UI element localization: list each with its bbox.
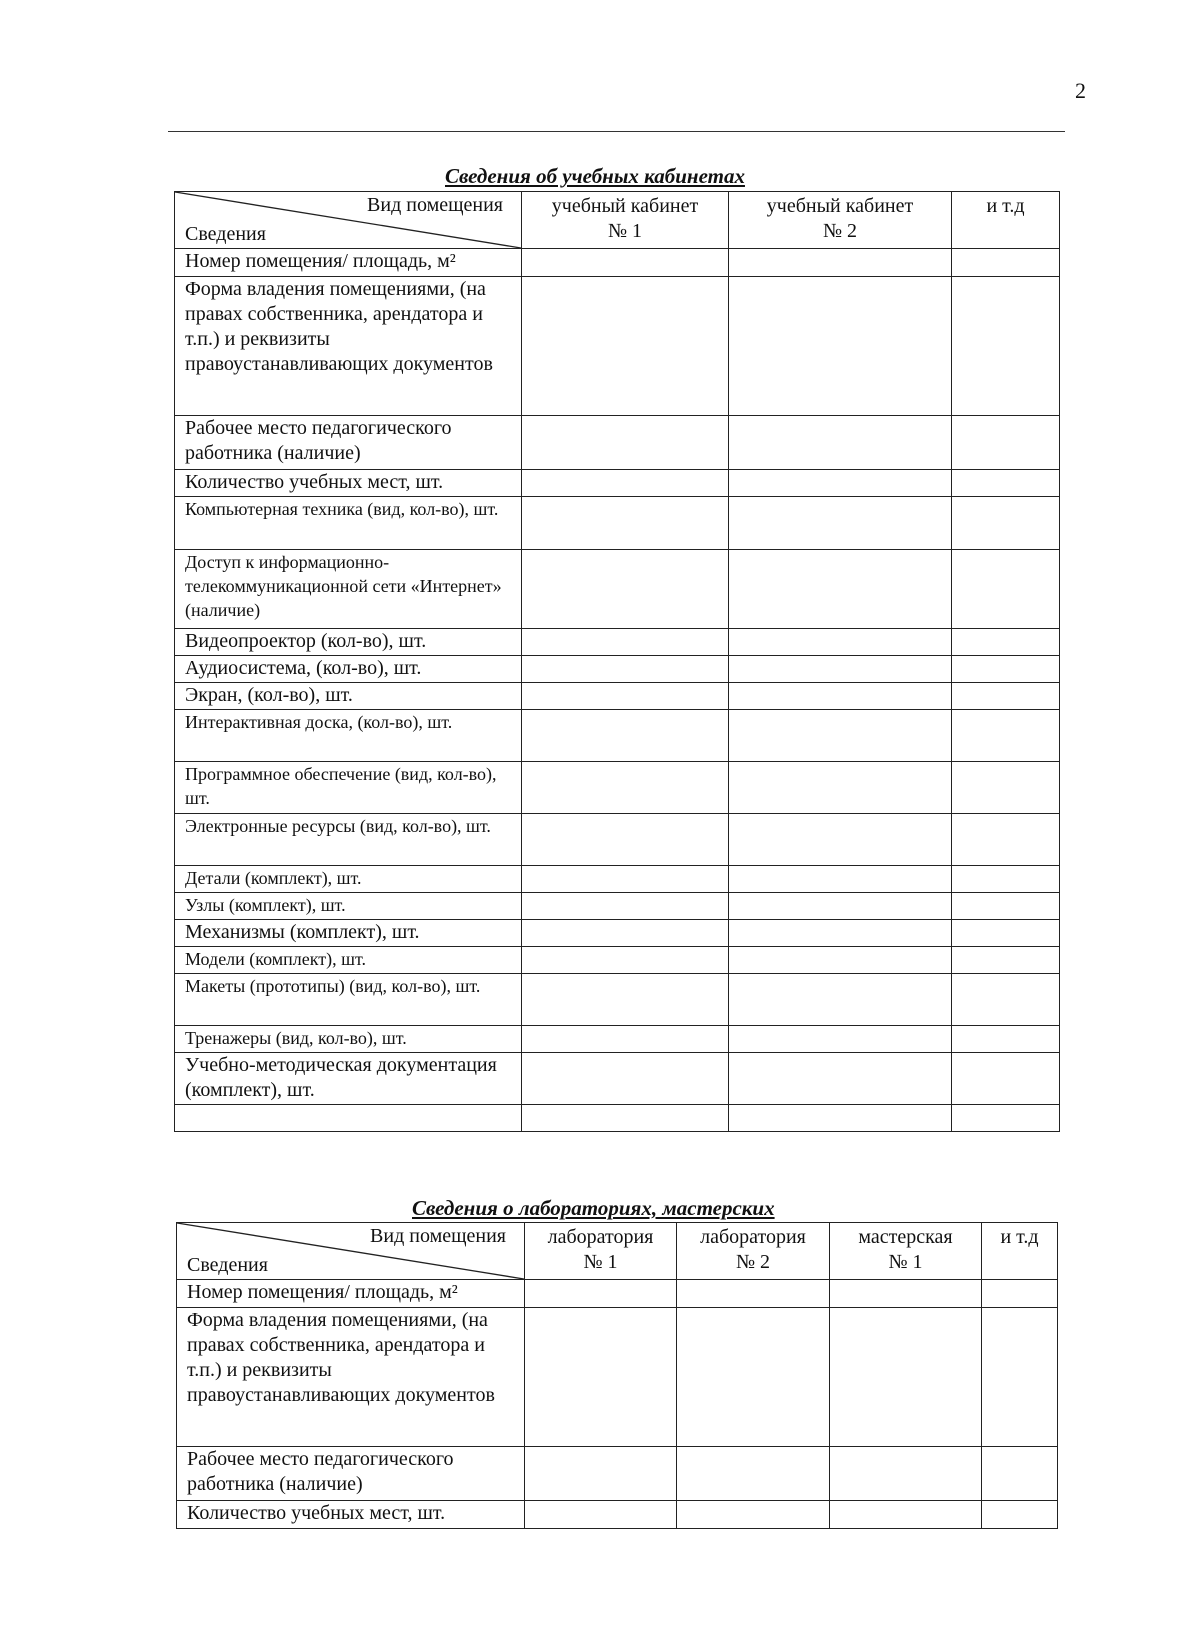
row-label: Экран, (кол-во), шт. xyxy=(175,683,522,710)
table-row xyxy=(175,656,1060,683)
empty-cell xyxy=(677,1447,830,1501)
row-label: Количество учебных мест, шт. xyxy=(175,470,522,497)
empty-cell xyxy=(729,866,952,893)
empty-cell xyxy=(522,629,729,656)
empty-cell xyxy=(729,416,952,470)
table-row xyxy=(175,550,1060,629)
row-label: Модели (комплект), шт. xyxy=(175,947,522,974)
empty-cell xyxy=(522,866,729,893)
empty-cell xyxy=(677,1280,830,1308)
column-header: учебный кабинет № 1 xyxy=(522,192,729,249)
column-header: лаборатория № 2 xyxy=(677,1223,830,1280)
empty-cell xyxy=(952,920,1060,947)
row-label: Форма владения помещениями, (на правах собственника, арендатора и т.п.) и реквизиты правоустанавливающих документов xyxy=(175,277,522,416)
empty-cell xyxy=(952,1026,1060,1053)
table-row xyxy=(175,249,1060,277)
empty-cell xyxy=(952,893,1060,920)
empty-cell xyxy=(952,710,1060,762)
empty-cell xyxy=(952,550,1060,629)
empty-cell xyxy=(952,629,1060,656)
empty-cell xyxy=(952,974,1060,1026)
table-row xyxy=(175,866,1060,893)
empty-cell xyxy=(522,550,729,629)
empty-cell xyxy=(525,1501,677,1529)
row-label: Макеты (прототипы) (вид, кол-во), шт. xyxy=(175,974,522,1026)
empty-cell xyxy=(522,416,729,470)
header-rule xyxy=(168,131,1065,132)
empty-cell xyxy=(952,866,1060,893)
table-row xyxy=(175,1026,1060,1053)
row-label: Интерактивная доска, (кол-во), шт. xyxy=(175,710,522,762)
empty-cell xyxy=(522,683,729,710)
row-label: Компьютерная техника (вид, кол-во), шт. xyxy=(175,497,522,550)
empty-cell xyxy=(952,416,1060,470)
table-row xyxy=(175,470,1060,497)
column-header: мастерская № 1 xyxy=(830,1223,982,1280)
empty-cell xyxy=(522,893,729,920)
empty-cell xyxy=(522,974,729,1026)
row-label: Механизмы (комплект), шт. xyxy=(175,920,522,947)
header-row xyxy=(177,1223,1058,1280)
empty-cell xyxy=(729,947,952,974)
empty-cell xyxy=(729,550,952,629)
column-header: и т.д xyxy=(982,1223,1058,1280)
table-row xyxy=(175,497,1060,550)
table-row xyxy=(175,1105,1060,1132)
empty-cell xyxy=(522,249,729,277)
empty-cell xyxy=(952,1053,1060,1105)
column-header: и т.д xyxy=(952,192,1060,249)
empty-cell xyxy=(729,1053,952,1105)
empty-cell xyxy=(729,1105,952,1132)
empty-cell xyxy=(729,470,952,497)
row-label: Рабочее место педагогического работника (наличие) xyxy=(177,1447,525,1501)
table2-caption: Сведения о лабораториях, мастерских xyxy=(412,1196,775,1220)
empty-cell xyxy=(729,656,952,683)
empty-cell xyxy=(522,656,729,683)
empty-cell xyxy=(522,277,729,416)
corner-label-room-type: Вид помещения xyxy=(370,1225,506,1247)
row-label: Детали (комплект), шт. xyxy=(175,866,522,893)
table-row xyxy=(175,416,1060,470)
empty-cell xyxy=(952,762,1060,814)
table-row xyxy=(175,762,1060,814)
empty-cell xyxy=(677,1308,830,1447)
empty-cell xyxy=(952,277,1060,416)
row-label: Форма владения помещениями, (на правах собственника, арендатора и т.п.) и реквизиты правоустанавливающих документов xyxy=(177,1308,525,1447)
corner-label-room-type: Вид помещения xyxy=(367,194,503,216)
empty-cell xyxy=(830,1308,982,1447)
table-row xyxy=(175,893,1060,920)
corner-label-info: Сведения xyxy=(187,1254,268,1276)
row-label: Программное обеспечение (вид, кол-во), шт. xyxy=(175,762,522,814)
empty-cell xyxy=(982,1447,1058,1501)
empty-cell xyxy=(729,629,952,656)
empty-cell xyxy=(522,920,729,947)
empty-cell xyxy=(525,1308,677,1447)
empty-cell xyxy=(522,1053,729,1105)
table-row xyxy=(175,710,1060,762)
empty-cell xyxy=(522,947,729,974)
row-label: Доступ к информационно-телекоммуникационной сети «Интернет» (наличие) xyxy=(175,550,522,629)
empty-cell xyxy=(952,656,1060,683)
row-label xyxy=(175,1105,522,1132)
page-number: 2 xyxy=(1075,78,1086,103)
table-row xyxy=(177,1308,1058,1447)
empty-cell xyxy=(729,710,952,762)
empty-cell xyxy=(522,814,729,866)
table-row xyxy=(175,947,1060,974)
table-row xyxy=(175,683,1060,710)
table1-caption: Сведения об учебных кабинетах xyxy=(445,164,745,188)
empty-cell xyxy=(729,277,952,416)
column-header: лаборатория № 1 xyxy=(525,1223,677,1280)
row-label: Тренажеры (вид, кол-во), шт. xyxy=(175,1026,522,1053)
empty-cell xyxy=(729,814,952,866)
empty-cell xyxy=(522,710,729,762)
empty-cell xyxy=(729,249,952,277)
table-row xyxy=(175,277,1060,416)
empty-cell xyxy=(525,1447,677,1501)
empty-cell xyxy=(729,920,952,947)
rooms-table xyxy=(174,191,1060,1132)
corner-label-info: Сведения xyxy=(185,223,266,245)
header-row xyxy=(175,192,1060,249)
empty-cell xyxy=(729,497,952,550)
empty-cell xyxy=(952,1105,1060,1132)
empty-cell xyxy=(729,683,952,710)
row-label: Электронные ресурсы (вид, кол-во), шт. xyxy=(175,814,522,866)
row-label: Номер помещения/ площадь, м² xyxy=(177,1280,525,1308)
table-row xyxy=(175,629,1060,656)
empty-cell xyxy=(729,762,952,814)
empty-cell xyxy=(830,1501,982,1529)
table-row xyxy=(175,814,1060,866)
empty-cell xyxy=(952,947,1060,974)
empty-cell xyxy=(952,497,1060,550)
row-label: Номер помещения/ площадь, м² xyxy=(175,249,522,277)
empty-cell xyxy=(525,1280,677,1308)
row-label: Учебно-методическая документация (комплект), шт. xyxy=(175,1053,522,1105)
empty-cell xyxy=(830,1447,982,1501)
empty-cell xyxy=(729,893,952,920)
column-header: учебный кабинет № 2 xyxy=(729,192,952,249)
table-row xyxy=(175,974,1060,1026)
empty-cell xyxy=(952,249,1060,277)
empty-cell xyxy=(952,470,1060,497)
table-row xyxy=(175,1053,1060,1105)
labs-table xyxy=(176,1222,1058,1529)
empty-cell xyxy=(982,1501,1058,1529)
empty-cell xyxy=(522,762,729,814)
empty-cell xyxy=(830,1280,982,1308)
row-label: Рабочее место педагогического работника (наличие) xyxy=(175,416,522,470)
empty-cell xyxy=(522,1105,729,1132)
empty-cell xyxy=(522,470,729,497)
table-row xyxy=(177,1501,1058,1529)
empty-cell xyxy=(729,974,952,1026)
table-row xyxy=(177,1447,1058,1501)
table-row xyxy=(177,1280,1058,1308)
row-label: Аудиосистема, (кол-во), шт. xyxy=(175,656,522,683)
row-label: Количество учебных мест, шт. xyxy=(177,1501,525,1529)
row-label: Узлы (комплект), шт. xyxy=(175,893,522,920)
empty-cell xyxy=(522,1026,729,1053)
empty-cell xyxy=(522,497,729,550)
empty-cell xyxy=(677,1501,830,1529)
row-label: Видеопроектор (кол-во), шт. xyxy=(175,629,522,656)
empty-cell xyxy=(982,1308,1058,1447)
corner-cell xyxy=(175,192,522,249)
empty-cell xyxy=(982,1280,1058,1308)
empty-cell xyxy=(729,1026,952,1053)
table-row xyxy=(175,920,1060,947)
empty-cell xyxy=(952,683,1060,710)
corner-cell xyxy=(177,1223,525,1280)
empty-cell xyxy=(952,814,1060,866)
